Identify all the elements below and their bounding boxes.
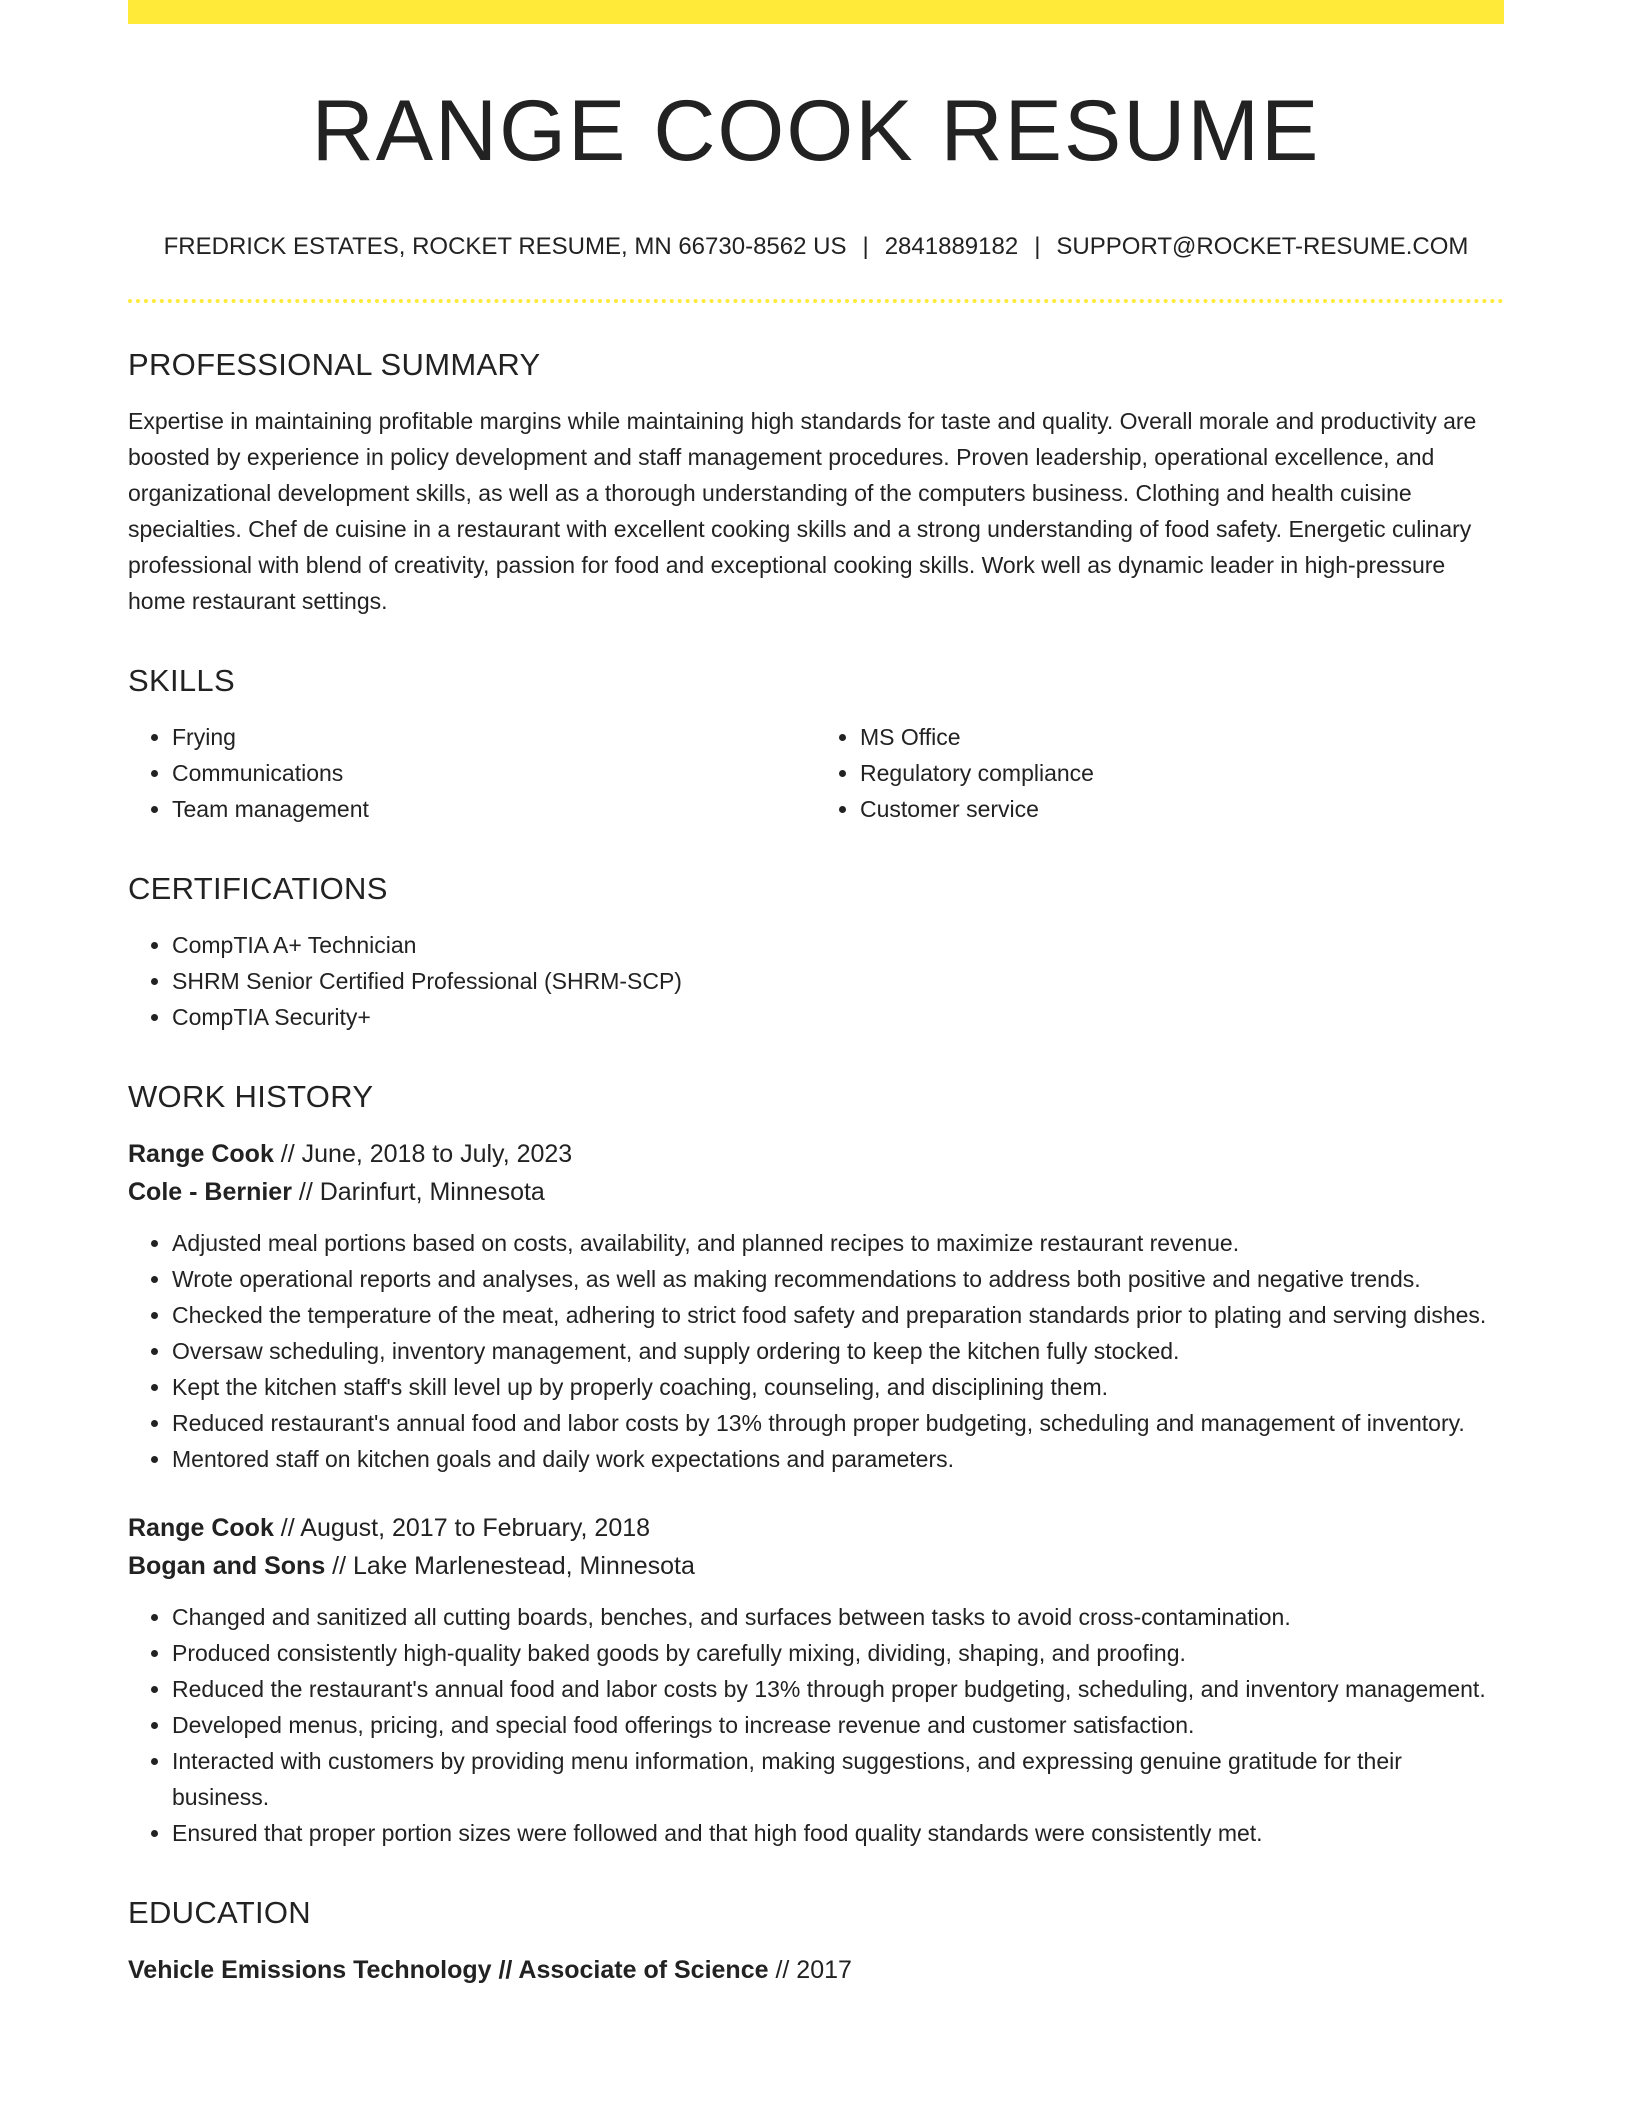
job-bullet: • Produced consistently high-quality baked goods by carefully mixing, dividing, shaping, and proofing. — [172, 1635, 1504, 1671]
accent-bar — [128, 0, 1504, 24]
skills-list-right — [816, 719, 1504, 827]
section-heading: EDUCATION — [128, 1894, 311, 1930]
job-entry — [128, 1509, 1504, 1851]
job-bullets — [128, 1599, 1504, 1851]
skills-grid — [128, 719, 1504, 827]
skills-section — [128, 663, 1504, 827]
skill-item: • Team management — [172, 791, 816, 827]
job-bullet: • Wrote operational reports and analyses, as well as making recommendations to address both positive and negative trends. — [172, 1261, 1504, 1297]
summary-section — [128, 347, 1504, 619]
job-bullet: • Mentored staff on kitchen goals and daily work expectations and parameters. — [172, 1441, 1504, 1477]
skill-item: • MS Office — [860, 719, 1504, 755]
job-entry — [128, 1135, 1504, 1477]
dotted-divider — [128, 299, 1504, 303]
education-year: // 2017 — [768, 1955, 852, 1984]
job-title: Range Cook — [128, 1139, 274, 1168]
contact-address: FREDRICK ESTATES, ROCKET RESUME, MN 66730-8562 US — [163, 232, 847, 260]
job-bullet: • Checked the temperature of the meat, adhering to strict food safety and preparation standards prior to plating and serving dishes. — [172, 1297, 1504, 1333]
job-bullet: • Oversaw scheduling, inventory management, and supply ordering to keep the kitchen fully stocked. — [172, 1333, 1504, 1369]
job-bullet: • Interacted with customers by providing menu information, making suggestions, and expressing genuine gratitude for their business. — [172, 1743, 1504, 1815]
education-field: Vehicle Emissions Technology // Associate of Science — [128, 1955, 769, 1984]
job-bullet: • Adjusted meal portions based on costs, availability, and planned recipes to maximize restaurant revenue. — [172, 1225, 1504, 1261]
job-dates: // June, 2018 to July, 2023 — [273, 1139, 573, 1168]
resume-title: RANGE COOK RESUME — [311, 83, 1321, 179]
section-heading: SKILLS — [128, 662, 235, 698]
summary-text: Expertise in maintaining profitable margins while maintaining high standards for taste and quality. Overall morale and productivity are boosted by experience in policy development and staff management procedures. Proven leadership, operational excellence, and organizational development skills, as well as a thorough understanding of the computers business. Clothing and health cuisine specialties. Chef de cuisine in a restaurant with excellent cooking skills and a strong understanding of food safety. Energetic culinary professional with blend of creativity, passion for food and exceptional cooking skills. Work well as dynamic leader in high-pressure home restaurant settings. — [128, 407, 1477, 614]
contact-phone: 2841889182 — [884, 232, 1019, 260]
job-company: Bogan and Sons — [128, 1551, 326, 1580]
job-dates: // August, 2017 to February, 2018 — [273, 1513, 651, 1542]
job-bullets — [128, 1225, 1504, 1477]
job-title-line — [128, 1135, 1504, 1173]
job-bullet: • Kept the kitchen staff's skill level up by properly coaching, counseling, and disciplining them. — [172, 1369, 1504, 1405]
job-company: Cole - Bernier — [128, 1177, 292, 1206]
job-company-line — [128, 1547, 1504, 1585]
section-heading: CERTIFICATIONS — [128, 870, 388, 906]
skill-item: • Regulatory compliance — [860, 755, 1504, 791]
work-history-section — [128, 1079, 1504, 1851]
resume-page — [128, 0, 1504, 1989]
skill-item: • Frying — [172, 719, 816, 755]
contact-email: SUPPORT@ROCKET-RESUME.COM — [1056, 232, 1469, 260]
section-heading: PROFESSIONAL SUMMARY — [128, 346, 541, 382]
job-title: Range Cook — [128, 1513, 274, 1542]
contact-line — [128, 233, 1504, 261]
education-entry — [128, 1951, 1504, 1989]
certification-item: • CompTIA Security+ — [172, 999, 1504, 1035]
skill-item: • Communications — [172, 755, 816, 791]
certification-item: • CompTIA A+ Technician — [172, 927, 1504, 963]
job-bullet: • Changed and sanitized all cutting boards, benches, and surfaces between tasks to avoid cross-contamination. — [172, 1599, 1504, 1635]
skills-list-left — [128, 719, 816, 827]
job-location: // Lake Marlenestead, Minnesota — [325, 1551, 695, 1580]
job-title-line — [128, 1509, 1504, 1547]
skill-item: • Customer service — [860, 791, 1504, 827]
job-bullet: • Reduced the restaurant's annual food and labor costs by 13% through proper budgeting, scheduling, and inventory management. — [172, 1671, 1504, 1707]
job-bullet: • Developed menus, pricing, and special food offerings to increase revenue and customer satisfaction. — [172, 1707, 1504, 1743]
section-heading: WORK HISTORY — [128, 1078, 374, 1114]
contact-separator: | — [862, 232, 869, 260]
education-section — [128, 1895, 1504, 1989]
job-location: // Darinfurt, Minnesota — [291, 1177, 545, 1206]
job-bullet: • Ensured that proper portion sizes were followed and that high food quality standards were consistently met. — [172, 1815, 1504, 1851]
certifications-list — [128, 927, 1504, 1035]
job-company-line — [128, 1173, 1504, 1211]
contact-separator: | — [1034, 232, 1041, 260]
certification-item: • SHRM Senior Certified Professional (SHRM-SCP) — [172, 963, 1504, 999]
job-bullet: • Reduced restaurant's annual food and labor costs by 13% through proper budgeting, scheduling and management of inventory. — [172, 1405, 1504, 1441]
certifications-section — [128, 871, 1504, 1035]
